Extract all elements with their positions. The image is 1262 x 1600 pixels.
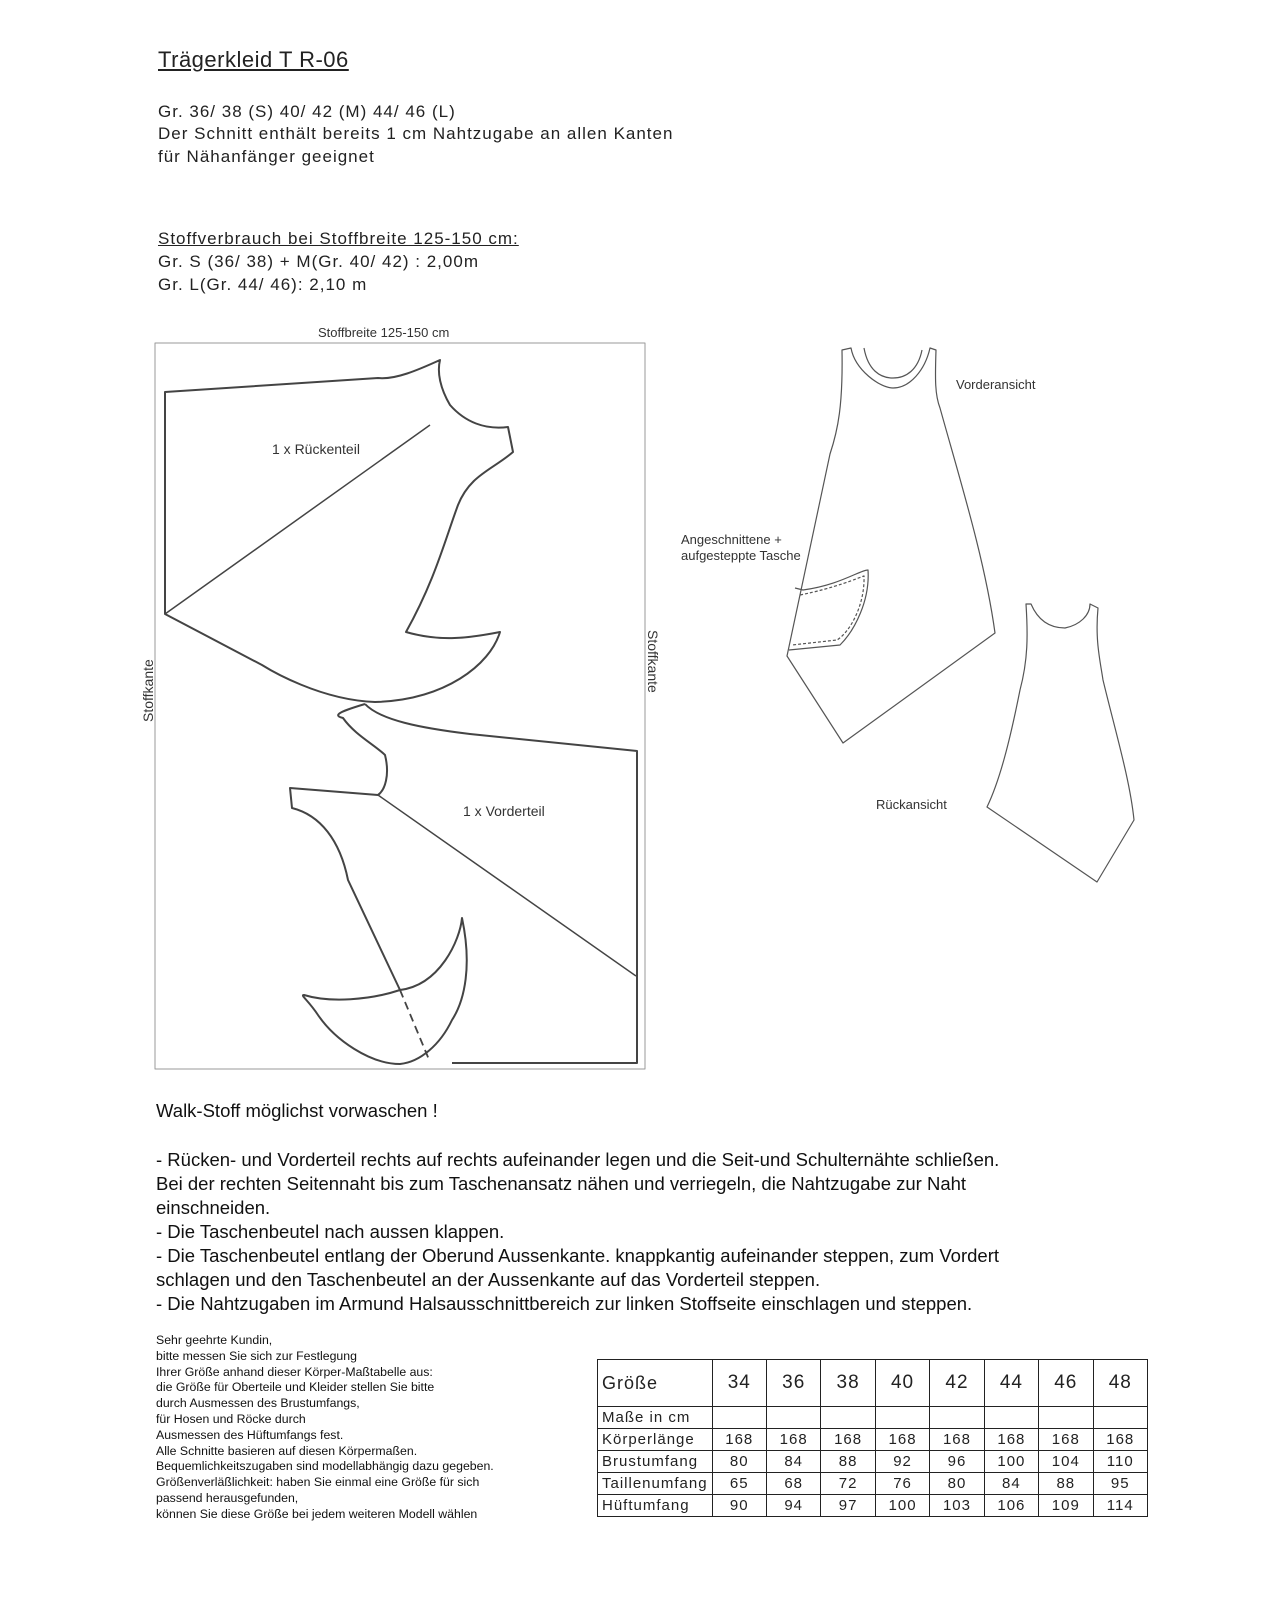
instruction-line: Bei der rechten Seitennaht bis zum Taschenansatz nähen und verriegeln, die Nahtzugabe zur Naht <box>156 1173 967 1194</box>
selvage-right-label: Stoffkante <box>645 630 661 693</box>
note-line: bitte messen Sie sich zur Festlegung <box>156 1348 357 1363</box>
row-label: Hüftumfang <box>598 1495 713 1517</box>
value-cell: 168 <box>821 1429 875 1451</box>
value-cell: 97 <box>821 1495 875 1517</box>
value-cell: 68 <box>766 1473 820 1495</box>
value-cell: 76 <box>875 1473 929 1495</box>
value-cell: 65 <box>712 1473 766 1495</box>
value-cell: 88 <box>1039 1473 1093 1495</box>
note-line: Alle Schnitte basieren auf diesen Körpermaßen. <box>156 1443 418 1458</box>
value-cell: 84 <box>984 1473 1038 1495</box>
front-piece-fold-line <box>400 990 430 1062</box>
front-piece-outline <box>290 704 637 1064</box>
fabric-layout-frame <box>155 343 645 1069</box>
value-cell: 168 <box>1093 1429 1147 1451</box>
instruction-line: - Rücken- und Vorderteil rechts auf rechts aufeinander legen und die Seit-und Schulternähte schließen. <box>156 1149 1000 1170</box>
table-row <box>598 1495 1148 1517</box>
instruction-line: - Die Taschenbeutel entlang der Oberund Aussenkante. knappkantig aufeinander steppen, zum Vordert <box>156 1245 1000 1266</box>
note-line: Ihrer Größe anhand dieser Körper-Maßtabelle aus: <box>156 1364 433 1379</box>
value-cell: 100 <box>984 1451 1038 1473</box>
size-cell: 42 <box>930 1360 984 1407</box>
value-cell: 80 <box>930 1473 984 1495</box>
fabric-usage-sm: Gr. S (36/ 38) + M(Gr. 40/ 42) : 2,00m <box>158 252 479 271</box>
instruction-line: - Die Taschenbeutel nach aussen klappen. <box>156 1221 505 1242</box>
note-line: durch Ausmessen des Brustumfangs, <box>156 1396 360 1411</box>
fabric-width-label: Stoffbreite 125-150 cm <box>318 325 450 340</box>
back-view-dress <box>987 604 1134 882</box>
back-view-label: Rückansicht <box>876 797 947 812</box>
unit-label: Maße in cm <box>598 1407 713 1429</box>
value-cell: 80 <box>712 1451 766 1473</box>
value-cell: 84 <box>766 1451 820 1473</box>
note-line: Sehr geehrte Kundin, <box>156 1333 273 1347</box>
row-label: Taillenumfang <box>598 1473 713 1495</box>
value-cell: 168 <box>875 1429 929 1451</box>
row-label: Körperlänge <box>598 1429 713 1451</box>
difficulty-note: für Nähanfänger geeignet <box>158 147 375 166</box>
value-cell: 96 <box>930 1451 984 1473</box>
pocket-label-line1: Angeschnittene + <box>681 532 782 547</box>
size-table <box>597 1359 1148 1517</box>
customer-note <box>156 1333 494 1523</box>
table-row <box>598 1451 1148 1473</box>
value-cell: 168 <box>712 1429 766 1451</box>
front-view-dress <box>787 348 995 743</box>
note-line: für Hosen und Röcke durch <box>156 1411 306 1426</box>
note-line: die Größe für Oberteile und Kleider stellen Sie bitte <box>156 1380 435 1395</box>
value-cell: 168 <box>1039 1429 1093 1451</box>
table-row <box>598 1429 1148 1451</box>
size-header-label: Größe <box>598 1360 713 1407</box>
table-row <box>598 1473 1148 1495</box>
fabric-heading: Stoffverbrauch bei Stoffbreite 125-150 cm: <box>158 229 519 248</box>
note-line: passend herausgefunden, <box>156 1490 299 1505</box>
size-cell: 48 <box>1093 1360 1147 1407</box>
size-header-row <box>598 1360 1148 1407</box>
value-cell: 110 <box>1093 1451 1147 1473</box>
prewash-note: Walk-Stoff möglichst vorwaschen ! <box>156 1100 438 1121</box>
value-cell: 114 <box>1093 1495 1147 1517</box>
note-line: Ausmessen des Hüftumfangs fest. <box>156 1427 344 1442</box>
row-label: Brustumfang <box>598 1451 713 1473</box>
size-cell: 36 <box>766 1360 820 1407</box>
value-cell: 104 <box>1039 1451 1093 1473</box>
size-cell: 34 <box>712 1360 766 1407</box>
back-piece-outline <box>165 360 513 702</box>
value-cell: 103 <box>930 1495 984 1517</box>
front-view-label: Vorderansicht <box>956 377 1036 392</box>
value-cell: 94 <box>766 1495 820 1517</box>
seam-allowance-note: Der Schnitt enthält bereits 1 cm Nahtzugabe an allen Kanten <box>158 124 674 143</box>
value-cell: 109 <box>1039 1495 1093 1517</box>
fabric-usage-l: Gr. L(Gr. 44/ 46): 2,10 m <box>158 275 368 294</box>
size-cell: 44 <box>984 1360 1038 1407</box>
value-cell: 90 <box>712 1495 766 1517</box>
size-cell: 46 <box>1039 1360 1093 1407</box>
value-cell: 168 <box>984 1429 1038 1451</box>
front-piece-label: 1 x Vorderteil <box>463 803 545 819</box>
value-cell: 168 <box>766 1429 820 1451</box>
note-line: Größenverläßlichkeit: haben Sie einmal eine Größe für sich <box>156 1475 480 1490</box>
back-piece-label: 1 x Rückenteil <box>272 441 360 457</box>
selvage-left-label: Stoffkante <box>140 659 156 722</box>
unit-row <box>598 1407 1148 1429</box>
note-line: Bequemlichkeitszugaben sind modellabhängig dazu gegeben. <box>156 1459 494 1474</box>
instruction-line: - Die Nahtzugaben im Armund Halsausschnittbereich zur linken Stoffseite einschlagen und steppen. <box>156 1293 973 1314</box>
size-cell: 40 <box>875 1360 929 1407</box>
size-range: Gr. 36/ 38 (S) 40/ 42 (M) 44/ 46 (L) <box>158 102 456 121</box>
value-cell: 100 <box>875 1495 929 1517</box>
front-piece-diagonal <box>378 795 636 976</box>
value-cell: 72 <box>821 1473 875 1495</box>
page-title: Trägerkleid T R-06 <box>158 47 349 72</box>
instruction-line: schlagen und den Taschenbeutel an der Aussenkante auf das Vorderteil steppen. <box>156 1269 821 1290</box>
instruction-line: einschneiden. <box>156 1197 271 1218</box>
value-cell: 88 <box>821 1451 875 1473</box>
value-cell: 168 <box>930 1429 984 1451</box>
pocket-label-line2: aufgesteppte Tasche <box>681 548 801 563</box>
note-line: können Sie diese Größe bei jedem weiteren Modell wählen <box>156 1506 478 1521</box>
value-cell: 92 <box>875 1451 929 1473</box>
size-cell: 38 <box>821 1360 875 1407</box>
value-cell: 106 <box>984 1495 1038 1517</box>
value-cell: 95 <box>1093 1473 1147 1495</box>
